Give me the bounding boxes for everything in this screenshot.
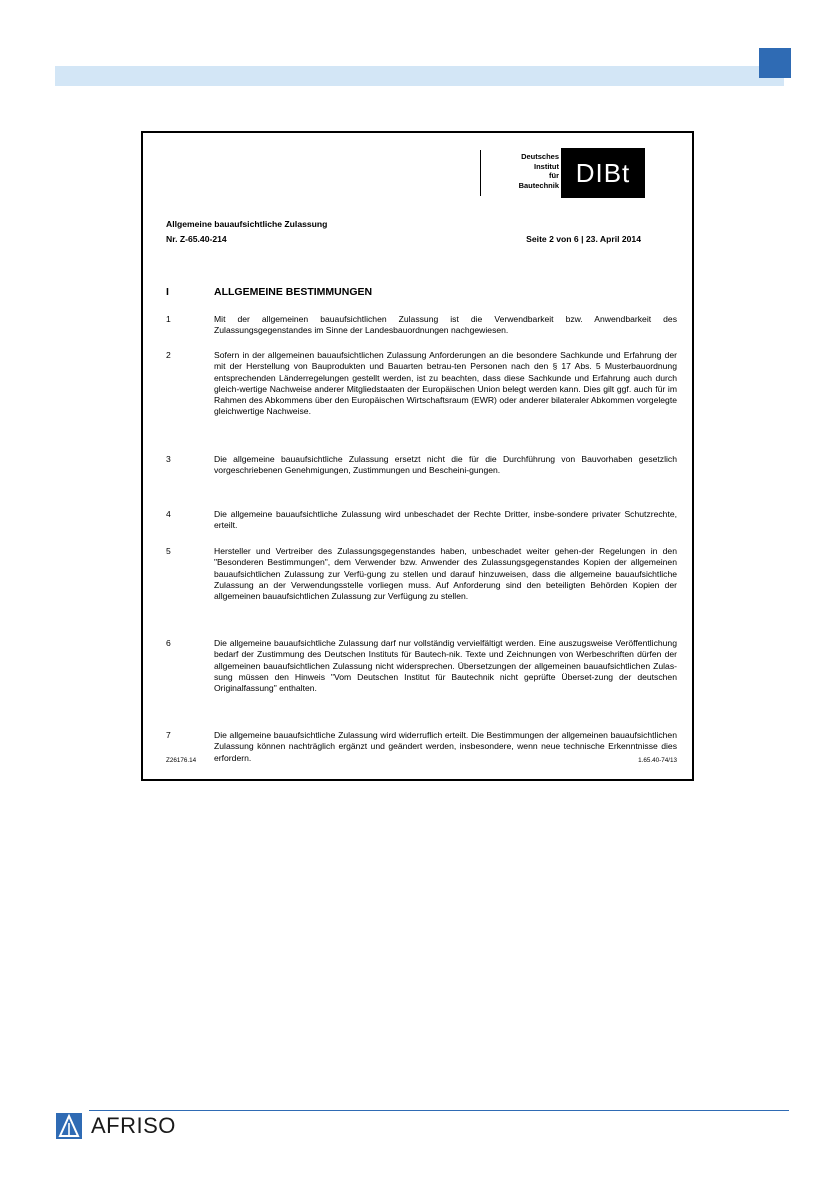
afriso-triangle-icon (56, 1113, 82, 1139)
item-number: 7 (166, 730, 171, 740)
item-text: Sofern in der allgemeinen bauaufsichtlichen Zulassung Anforderungen an die besondere Sachkunde und Erfahrung der mit der Herstellung von Bauprodukten und Bauarten betrau-ten Personen nach den § 17 Abs. 5 Musterbauordnung entsprechenden Länderregelungen gestellt werden, ist zu beachten, dass diese Sachkunde und Erfahrung auch durch gleich-wertige Nachweise anderer Mitgliedstaaten der Europäischen Union belegt werden kann. Dies gilt ggf. auch für im Rahmen des Abkommens über den Europäischen Wirtschaftsraum (EWR) oder anderer bilateraler Abkommen vorgelegte gleichwertige Nachweise. (214, 350, 677, 417)
logo-mark: DIBt (561, 148, 645, 198)
item-number: 2 (166, 350, 171, 360)
logo-divider (480, 150, 481, 196)
item-number: 4 (166, 509, 171, 519)
item-number: 6 (166, 638, 171, 648)
logo-line: Institut (534, 161, 559, 171)
logo-line: für (549, 171, 559, 180)
afriso-logo (56, 1113, 226, 1139)
logo-institute-name (494, 152, 559, 190)
page-info: Seite 2 von 6 | 23. April 2014 (526, 234, 641, 244)
item-text: Die allgemeine bauaufsichtliche Zulassung wird widerruflich erteilt. Die Bestimmungen der allgemeinen bauaufsichtlichen Zulassung können nachträglich ergänzt und geändert werden, insbesondere, wenn neue technische Erkenntnisse dies erfordern. (214, 730, 677, 763)
document-page (141, 131, 694, 781)
header-bar (55, 66, 784, 86)
item-number: 5 (166, 546, 171, 556)
item-text: Mit der allgemeinen bauaufsichtlichen Zulassung ist die Verwendbarkeit bzw. Anwendbarkeit des Zulassungsgegenstandes im Sinne der Landesbauordnungen nachgewiesen. (214, 314, 677, 336)
item-text: Die allgemeine bauaufsichtliche Zulassung ersetzt nicht die für die Durchführung von Bauvorhaben gesetzlich vorgeschriebenen Genehmigungen, Zustimmungen und Bescheini-gungen. (214, 454, 677, 476)
item-text: Die allgemeine bauaufsichtliche Zulassung darf nur vollständig vervielfältigt werden. Eine auszugsweise Veröffentlichung bedarf der Zustimmung des Deutschen Instituts für Bautech-nik. Texte und Zeichnungen von Werbeschriften dürfen der allgemeinen bauaufsichtlichen Zulassung nicht widersprechen. Übersetzungen der allgemeinen bauaufsichtlichen Zulas-sung müssen den Hinweis "Vom Deutschen Institut für Bautechnik nicht geprüfte Überset-zung der deutschen Originalfassung" enthalten. (214, 638, 677, 694)
item-number: 1 (166, 314, 171, 324)
document-footer-code: Z26176.14 (166, 757, 197, 764)
logo-line: Deutsches (521, 152, 559, 161)
dibt-logo (480, 148, 645, 198)
item-number: 3 (166, 454, 171, 464)
logo-line: Bautechnik (518, 180, 559, 190)
item-text: Hersteller und Vertreiber des Zulassungsgegenstandes haben, unbeschadet weiter gehen-der Regelungen in den "Besonderen Bestimmungen", dem Verwender bzw. Anwender des Zulassungsgegenstandes Kopien der allgemeinen bauaufsichtlichen Zulassung zur Verfü-gung zu stellen und darauf hinzuweisen, dass die allgemeine bauaufsichtliche Zulassung an der Verwendungsstelle vorliegen muss. Auf Anforderung sind den beteiligten Behörden Kopien der allgemeinen bauaufsichtlichen Zulassung zur Verfügung zu stellen. (214, 546, 677, 602)
document-title: Allgemeine bauaufsichtliche Zulassung (166, 219, 328, 229)
item-text: Die allgemeine bauaufsichtliche Zulassung wird unbeschadet der Rechte Dritter, insbe-sondere privater Schutzrechte, erteilt. (214, 509, 677, 531)
brand-name: AFRISO (91, 1113, 176, 1138)
document-number: Nr. Z-65.40-214 (166, 234, 227, 244)
section-title: ALLGEMEINE BESTIMMUNGEN (214, 286, 373, 298)
header-accent-square (759, 48, 791, 78)
section-number: I (166, 286, 169, 298)
document-footer-reference: 1.65.40-74/13 (638, 757, 677, 764)
footer-rule (89, 1110, 789, 1111)
